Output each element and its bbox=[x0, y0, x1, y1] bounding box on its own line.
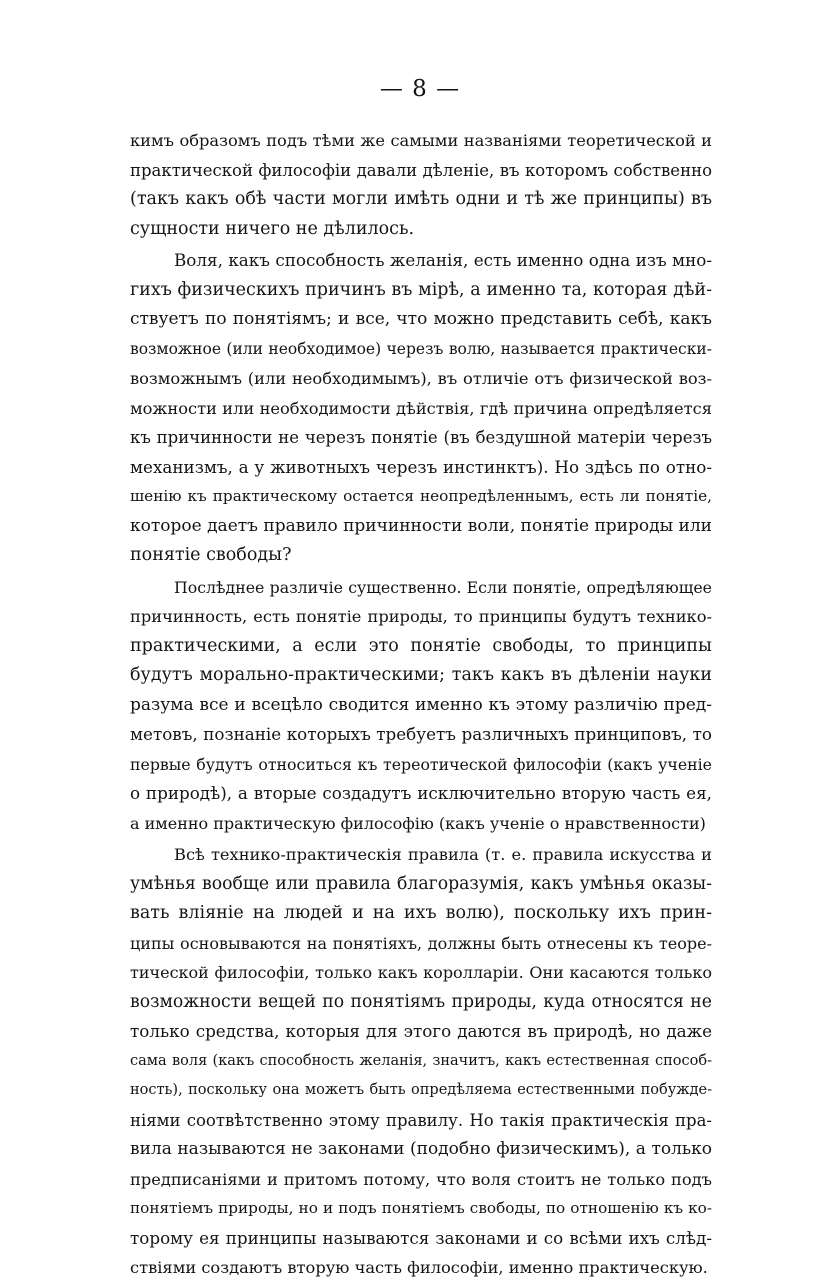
text-line: причинность, есть понятіе природы, то принципы будутъ технико- bbox=[130, 607, 712, 626]
text-line: возможности вещей по понятіямъ природы, куда относятся не bbox=[130, 991, 712, 1012]
text-line: вила называются не законами (подобно физическимъ), а только bbox=[130, 1139, 712, 1159]
text-line: гихъ физическихъ причинъ въ мірѣ, а именно та, которая дѣй- bbox=[130, 279, 712, 300]
text-line: практической философіи давали дѣленіе, въ которомъ собственно bbox=[130, 160, 712, 180]
text-line: возможнымъ (или необходимымъ), въ отличіе отъ физической воз- bbox=[130, 369, 712, 388]
text-line: которое даетъ правило причинности воли, понятіе природы или bbox=[130, 515, 712, 536]
text-line: понятіе свободы? bbox=[130, 545, 292, 565]
paragraph bbox=[130, 246, 712, 571]
text-line: сама воля (какъ способность желанія, значитъ, какъ естественная способ- bbox=[130, 1052, 712, 1069]
text-line: вать вліяніе на людей и на ихъ волю), поскольку ихъ прин- bbox=[130, 903, 712, 923]
paragraph bbox=[130, 126, 712, 244]
text-line: торому ея принципы называются законами и со всѣми ихъ слѣд- bbox=[130, 1227, 712, 1248]
text-line: шенію къ практическому остается неопредѣленнымъ, есть ли понятіе, bbox=[130, 487, 712, 505]
text-line: Всѣ технико-практическія правила (т. е. правила искусства и bbox=[174, 845, 712, 864]
text-line: къ причинности не черезъ понятіе (въ бездушной матеріи черезъ bbox=[130, 428, 712, 447]
text-line: о природѣ), а вторые создадутъ исключительно вторую часть ея, bbox=[130, 783, 712, 803]
text-line: механизмъ, а у животныхъ черезъ инстинктъ). Но здѣсь по отно- bbox=[130, 456, 712, 477]
text-line: можности или необходимости дѣйствія, гдѣ причина опредѣляется bbox=[130, 398, 712, 418]
text-line: тической философіи, только какъ королларіи. Они касаются только bbox=[130, 963, 712, 982]
text-line: первые будутъ относиться къ тереотической философіи (какъ ученіе bbox=[130, 754, 712, 774]
text-line: возможное (или необходимое) черезъ волю, называется практически- bbox=[130, 339, 712, 358]
text-line: а именно практическую философію (какъ ученіе о нравственности) bbox=[130, 813, 706, 833]
text-line: (такъ какъ обѣ части могли имѣть одни и тѣ же принципы) въ bbox=[130, 189, 712, 209]
text-line: практическими, а если это понятіе свободы, то принципы bbox=[130, 635, 712, 656]
body-text bbox=[130, 126, 712, 1283]
text-line: ципы основываются на понятіяхъ, должны быть отнесены къ теоре- bbox=[130, 933, 712, 953]
text-line: Воля, какъ способность желанія, есть именно одна изъ мно- bbox=[174, 250, 712, 270]
text-line: только средства, которыя для этого даются въ природѣ, но даже bbox=[130, 1021, 712, 1041]
text-line: ніями соотвѣтственно этому правилу. Но такія практическія пра- bbox=[130, 1110, 712, 1130]
text-line: будутъ морально-практическими; такъ какъ въ дѣленіи науки bbox=[130, 665, 712, 685]
text-line: ность), поскольку она можетъ быть опредѣляема естественными побужде- bbox=[130, 1082, 712, 1098]
text-line: ствуетъ по понятіямъ; и все, что можно представить себѣ, какъ bbox=[130, 309, 712, 329]
text-line: Послѣднее различіе существенно. Если понятіе, опредѣляющее bbox=[174, 577, 712, 597]
paragraph bbox=[130, 573, 712, 839]
text-line: понятіемъ природы, но и подъ понятіемъ свободы, по отношенію къ ко- bbox=[130, 1199, 712, 1217]
text-line: предписаніями и притомъ потому, что воля стоитъ не только подъ bbox=[130, 1169, 712, 1189]
text-line: сущности ничего не дѣлилось. bbox=[130, 218, 415, 239]
text-line: разума все и всецѣло сводится именно къ этому различію пред- bbox=[130, 694, 712, 715]
text-line: умѣнья вообще или правила благоразумія, какъ умѣнья оказы- bbox=[130, 873, 712, 894]
text-line: метовъ, познаніе которыхъ требуетъ различныхъ принциповъ, то bbox=[130, 724, 712, 744]
text-line: ствіями создаютъ вторую часть философіи, именно практическую. bbox=[130, 1258, 708, 1277]
paragraph bbox=[130, 840, 712, 1283]
page-number: — 8 — bbox=[379, 76, 461, 102]
text-line: кимъ образомъ подъ тѣми же самыми названіями теоретической и bbox=[130, 131, 712, 150]
